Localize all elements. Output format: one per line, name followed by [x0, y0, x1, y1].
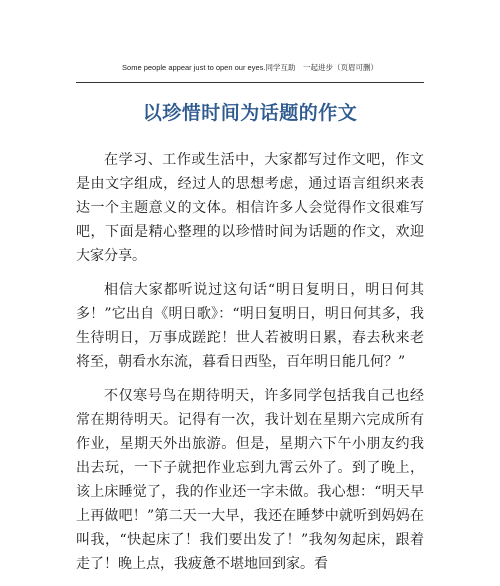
paragraph-quote: 相信大家都听说过这句话“明日复明日，明日何其多！”它出自《明日歌》：“明日复明日，明日何其多，我生待明日，万事成蹉跎！世人若被明日累，春去秋来老将至，朝看水东流，暮看日西坠，百年明日能几何？” [76, 282, 424, 370]
header-divider [76, 82, 424, 83]
page-header [0, 62, 500, 73]
document-title: 以珍惜时间为话题的作文 [142, 102, 358, 124]
paragraph-story: 不仅寒号鸟在期待明天，许多同学包括我自己也经常在期待明天。记得有一次，我计划在星期六完成所有作业，星期天外出旅游。但是，星期六下午小朋友约我出去玩，一下子就把作业忘到九霄云外了。到了晚上，该上床睡觉了，我的作业还一字未做。我心想：“明天早上再做吧！”第二天一大早，我还在睡梦中就听到妈妈在叫我，“快起床了！我们要出发了！”我匆匆起床，跟着走了！晚上点，我疲惫不堪地回到家。看 [76, 388, 424, 572]
header-text-cn: 同学互助 一起进步（页眉可删） [265, 63, 378, 72]
header-text-en: Some people appear just to open our eyes. [122, 63, 266, 72]
paragraph-intro: 在学习、工作或生活中，大家都写过作文吧，作文是由文字组成，经过人的思想考虑，通过语言组织来表达一个主题意义的文体。相信许多人会觉得作文很难写吧，下面是精心整理的以珍惜时间为话题的作文，欢迎大家分享。 [76, 152, 424, 264]
document-body [76, 148, 424, 586]
